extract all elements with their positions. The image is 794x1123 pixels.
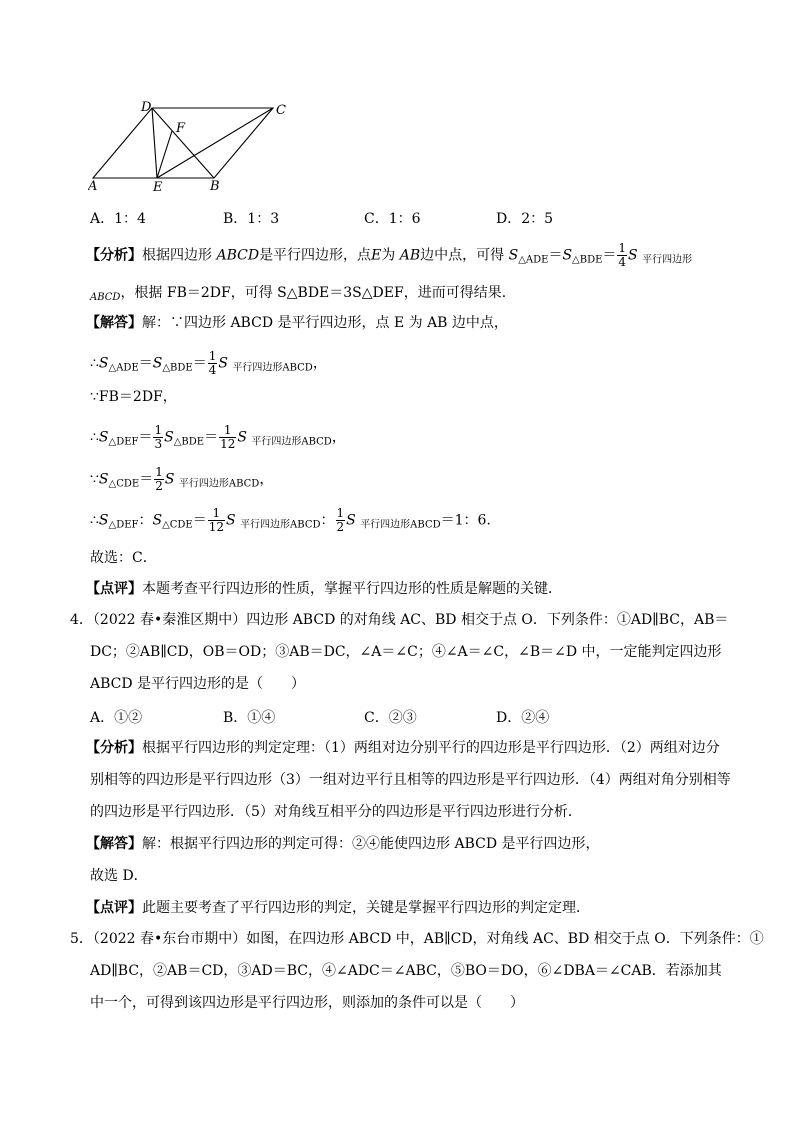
- q3-comment: 【点评】本题考查平行四边形的性质，掌握平行四边形的性质是解题的关键．: [86, 581, 562, 597]
- q4-option-c: C．②③: [364, 710, 417, 726]
- q3-solution-line6: $\therefore S_{\triangle DEF}$：$S_{\triangle CDE}=$ $\frac{1}{12}$ S $_{平行四边形ABCD}$： $\frac{1}{2}$ S $_{平行四边形ABCD}$＝1：6．: [90, 506, 501, 534]
- q3-analysis-line1: 【分析】根据四边形 ABCD是平行四边形，点E为 AB边中点，可得 $S_{\triangle ADE}=S_{\triangle BDE}=$ $\frac{1}{4}$ S $_{平行四边形}$: [86, 241, 693, 269]
- q4-solution-line1: 【解答】解：根据平行四边形的判定可得：②④能使四边形 ABCD 是平行四边形，: [86, 836, 600, 852]
- label-c: C: [276, 103, 286, 118]
- q3-solution-line3: ∵FB＝2DF，: [90, 389, 177, 405]
- q4-question-line2: DC；②AB∥CD，OB＝OD；③AB＝DC，∠A＝∠C；④∠A＝∠C，∠B＝∠D 中，一定能判定四边形: [90, 644, 722, 660]
- q3-solution-line5: $\because S_{\triangle CDE}=$ $\frac{1}{2}$ S $_{平行四边形ABCD}$，: [90, 465, 274, 493]
- label-b: B: [210, 179, 220, 194]
- segment-ec: [157, 108, 273, 178]
- q3-solution-line1: 【解答】解：∵四边形 ABCD 是平行四边形，点 E 为 AB 边中点，: [86, 315, 508, 331]
- q3-option-b: B．1：3: [223, 211, 280, 227]
- diagonal-bd: [152, 108, 214, 178]
- segment-de: [152, 108, 157, 178]
- q3-answer: 故选：C．: [90, 550, 157, 566]
- label-d: D: [141, 100, 152, 115]
- parallelogram-figure: [88, 96, 298, 196]
- q3-analysis-line2: $_{ABCD}$，根据 FB＝2DF，可得 S△BDE＝3S△DEF，进而可得结果．: [90, 285, 516, 303]
- q4-solution-line2: 故选 D．: [90, 868, 148, 884]
- label-e: E: [153, 180, 163, 195]
- q4-analysis-line3: 的四边形是平行四边形．（5）对角线互相平分的四边形是平行四边形进行分析．: [90, 804, 582, 820]
- q4-option-b: B．①④: [223, 710, 276, 726]
- q5-question-line3: 中一个，可得到该四边形是平行四边形，则添加的条件可以是（ ）: [90, 995, 524, 1011]
- q3-option-a: A．1：4: [90, 211, 146, 227]
- q3-option-d: D．2：5: [496, 211, 554, 227]
- q5-question-line1: 5．（2022 春•东台市期中）如图，在四边形 ABCD 中，AB∥CD，对角线 AC、BD 相交于点 O．下列条件：①: [70, 931, 764, 947]
- q4-comment: 【点评】此题主要考查了平行四边形的判定，关键是掌握平行四边形的判定定理．: [86, 900, 590, 916]
- q4-analysis-line2: 别相等的四边形是平行四边形（3）一组对边平行且相等的四边形是平行四边形．（4）两组对角分别相等: [90, 772, 731, 788]
- q4-question-line3: ABCD 是平行四边形的是（ ）: [90, 676, 306, 692]
- q3-solution-line4: $\therefore S_{\triangle DEF}=$ $\frac{1}{3}$ $S_{\triangle BDE}=$ $\frac{1}{12}$ S $_{平行四边形ABCD}$，: [90, 423, 346, 451]
- q4-option-d: D．②④: [496, 710, 550, 726]
- q4-option-a: A．①②: [90, 710, 143, 726]
- q3-solution-line2: $\therefore S_{\triangle ADE}=S_{\triangle BDE}=$ $\frac{1}{4}$ S $_{平行四边形ABCD}$，: [90, 349, 327, 377]
- parallelogram-diagram: [88, 96, 298, 196]
- q3-option-c: C．1：6: [364, 211, 421, 227]
- q5-question-line2: AD∥BC，②AB＝CD，③AD＝BC，④∠ADC＝∠ABC，⑤BO＝DO，⑥∠DBA＝∠CAB．若添加其: [90, 963, 722, 979]
- label-a: A: [88, 179, 98, 194]
- segment-ef: [157, 131, 172, 178]
- q4-analysis-line1: 【分析】根据平行四边形的判定定理：（1）两组对边分别平行的四边形是平行四边形．（2）两组对边分: [86, 740, 720, 756]
- q4-question-line1: 4．（2022 春•秦淮区期中）四边形 ABCD 的对角线 AC、BD 相交于点 O．下列条件：①AD∥BC，AB＝: [70, 612, 729, 628]
- label-f: F: [176, 121, 186, 136]
